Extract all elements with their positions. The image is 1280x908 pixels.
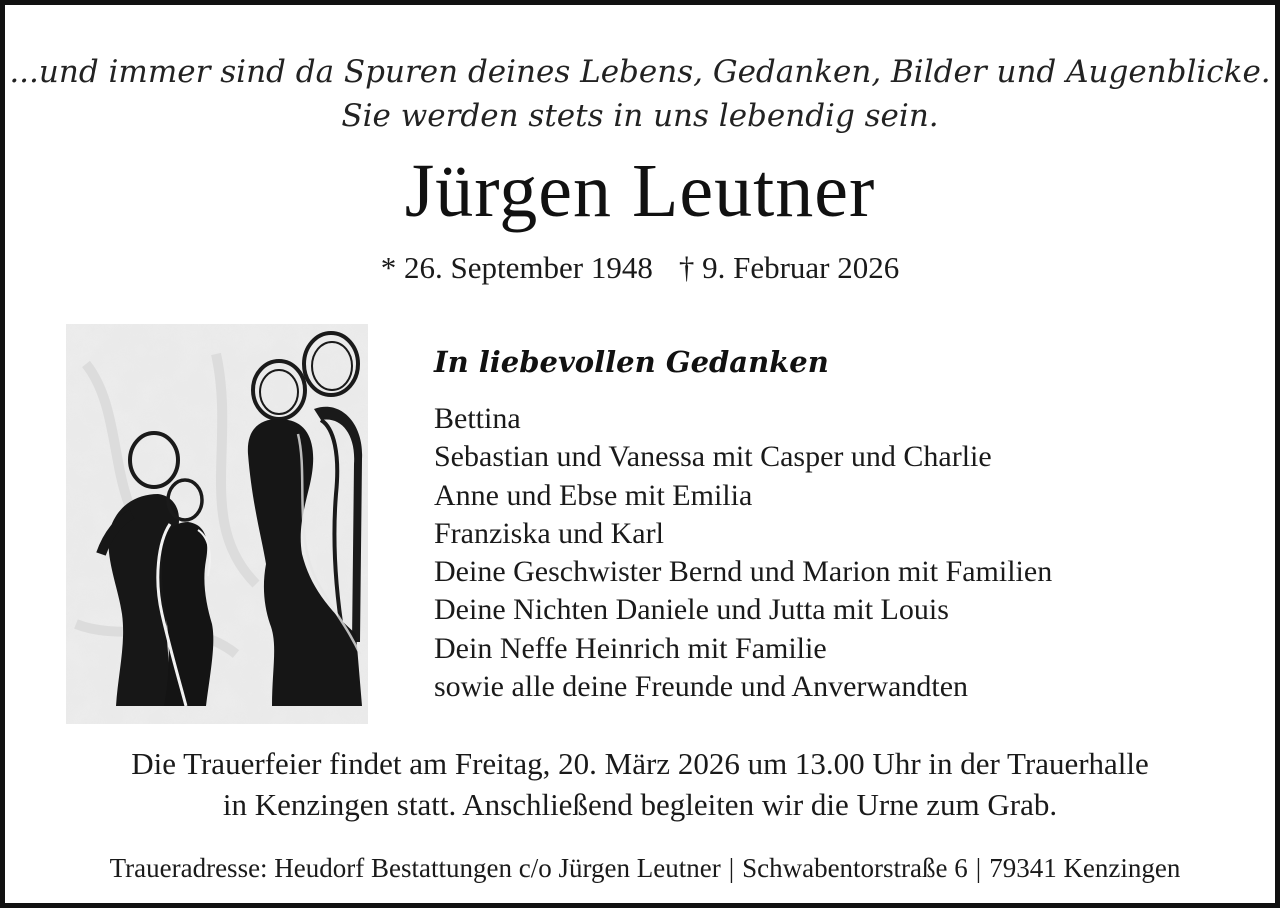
mourner-entry: Anne und Ebse mit Emilia [434, 478, 753, 512]
mourner-entry: Deine Geschwister Bernd und Marion mit Familien [434, 555, 1053, 589]
address-street: Schwabentorstraße 6 [742, 853, 968, 883]
mourning-address [5, 848, 1280, 888]
mourners-list [434, 400, 1052, 706]
quote-line-1: ...und immer sind da Spuren deines Lebens, Gedanken, Bilder und Augenblicke. [9, 54, 1271, 90]
address-separator: | [975, 853, 982, 883]
service-info-line-2: in Kenzingen statt. Anschließend begleiten wir die Urne zum Grab. [222, 787, 1058, 822]
family-figures-painting [66, 324, 368, 724]
deceased-name: Jürgen Leutner [404, 149, 876, 233]
mourner-entry: Dein Neffe Heinrich mit Familie [434, 631, 827, 665]
mourner-entry: sowie alle deine Freunde und Anverwandten [434, 670, 969, 704]
mourner-entry: Sebastian und Vanessa mit Casper und Charlie [434, 440, 992, 474]
quote-line-2: Sie werden stets in uns lebendig sein. [341, 98, 939, 134]
birth-date: * 26. September 1948 [380, 250, 653, 285]
service-info-line-1: Die Trauerfeier findet am Freitag, 20. März 2026 um 13.00 Uhr in der Trauerhalle [131, 746, 1149, 781]
address-separator: | [728, 853, 735, 883]
mourner-entry: Franziska und Karl [434, 516, 664, 550]
address-city: 79341 Kenzingen [989, 853, 1181, 883]
death-date: † 9. Februar 2026 [678, 250, 900, 285]
life-dates [5, 248, 1275, 288]
mourner-entry: Deine Nichten Daniele und Jutta mit Louis [434, 593, 949, 627]
mourner-entry: Bettina [434, 402, 521, 435]
mourners-heading: In liebevollen Gedanken [434, 345, 829, 379]
address-recipient: Traueradresse: Heudorf Bestattungen c/o Jürgen Leutner [109, 853, 721, 883]
